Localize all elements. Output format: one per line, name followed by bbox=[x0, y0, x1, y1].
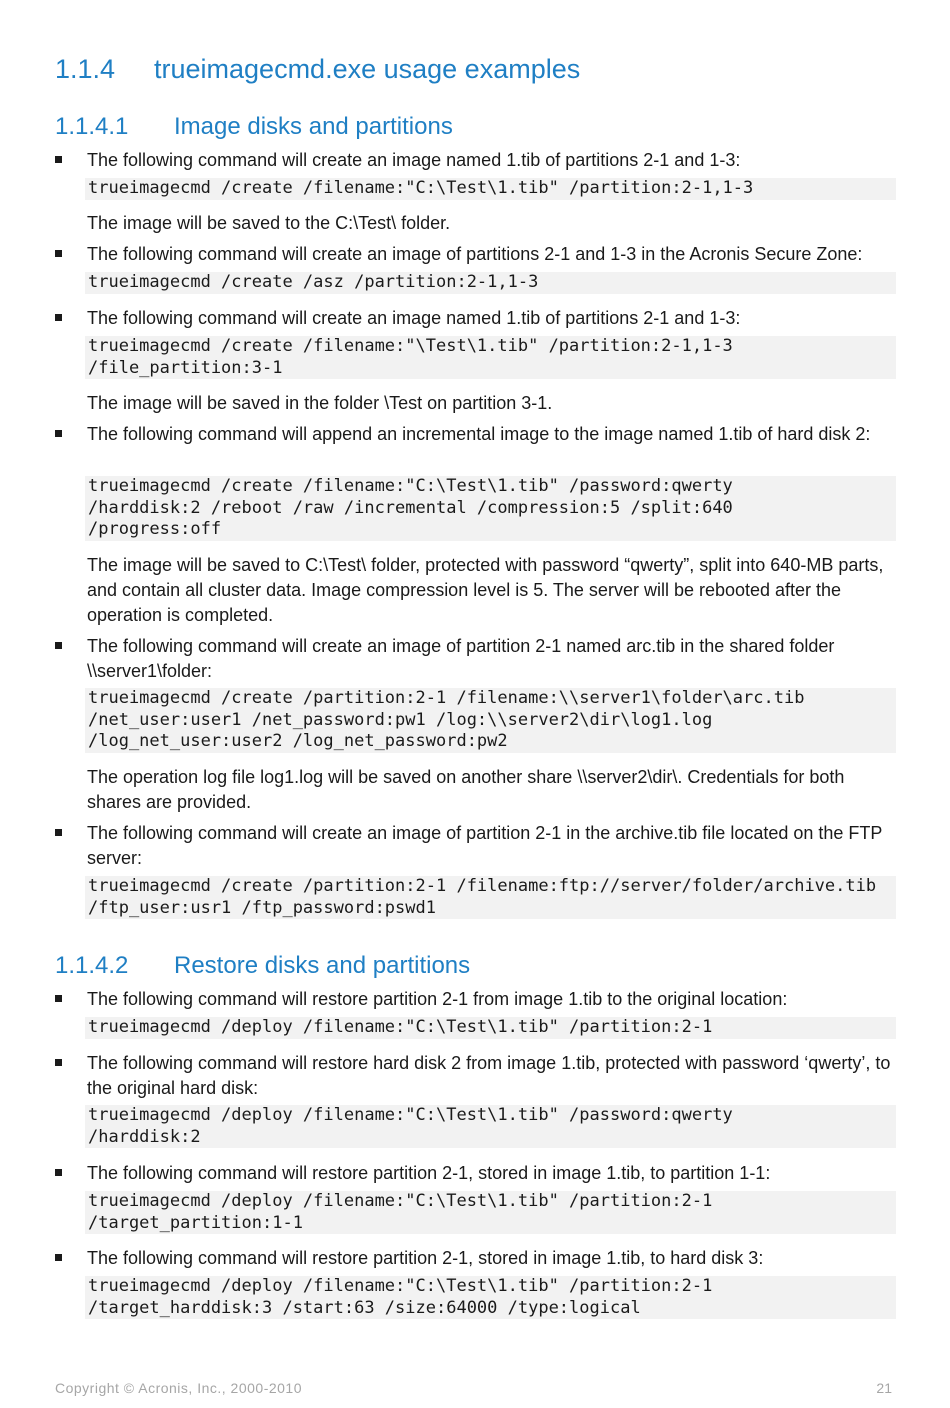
list-item bbox=[55, 242, 895, 267]
code-line: /log_net_user:user2 /log_net_password:pw2 bbox=[88, 731, 508, 751]
page-number: 21 bbox=[876, 1380, 892, 1396]
item-text: The following command will create an image of partition 2-1 in the archive.tib file located on the FTP server: bbox=[87, 823, 883, 868]
bullet-icon bbox=[55, 1254, 62, 1261]
code-line: trueimagecmd /deploy /filename:"C:\Test\1.tib" /partition:2-1 bbox=[88, 1191, 713, 1211]
subsection-heading-image bbox=[55, 113, 453, 141]
subsection-title: Restore disks and partitions bbox=[174, 952, 471, 979]
code-block bbox=[85, 876, 896, 919]
list-item bbox=[55, 821, 895, 871]
subsection-number: 1.1.4.2 bbox=[55, 952, 129, 979]
item-text: The following command will restore partition 2-1, stored in image 1.tib, to partition 1-1: bbox=[87, 1163, 771, 1183]
bullet-icon bbox=[55, 156, 62, 163]
bullet-icon bbox=[55, 829, 62, 836]
list-item bbox=[55, 1246, 895, 1271]
item-note: The operation log file log1.log will be saved on another share \\server2\dir\. Credentials for both shares are provided. bbox=[87, 767, 845, 812]
code-line: /harddisk:2 /reboot /raw /incremental /compression:5 /split:640 bbox=[88, 497, 733, 518]
item-text: The following command will create an image named 1.tib of partitions 2-1 and 1-3: bbox=[87, 150, 741, 170]
bullet-icon bbox=[55, 642, 62, 649]
list-item bbox=[55, 422, 895, 447]
code-line: trueimagecmd /create /partition:2-1 /filename:\\server1\folder\arc.tib bbox=[88, 688, 805, 708]
code-block bbox=[85, 688, 896, 753]
code-line: /net_user:user1 /net_password:pw1 /log:\\server2\dir\log1.log bbox=[88, 709, 713, 730]
item-text: The following command will restore hard disk 2 from image 1.tib, protected with password ‘qwerty’, to the original hard disk: bbox=[87, 1053, 891, 1098]
code-line: /file_partition:3-1 bbox=[88, 357, 283, 378]
code-line: /progress:off bbox=[88, 519, 222, 539]
item-text: The following command will create an image named 1.tib of partitions 2-1 and 1-3: bbox=[87, 308, 741, 328]
list-item bbox=[55, 306, 895, 331]
item-note: The image will be saved to the C:\Test\ folder. bbox=[87, 213, 451, 233]
code-line: /ftp_user:usr1 /ftp_password:pswd1 bbox=[88, 897, 436, 918]
list-item bbox=[55, 634, 895, 684]
bullet-icon bbox=[55, 250, 62, 257]
code-block bbox=[85, 1105, 896, 1148]
item-text: The following command will append an incremental image to the image named 1.tib of hard disk 2: bbox=[87, 424, 871, 444]
section-title: trueimagecmd.exe usage examples bbox=[154, 54, 581, 84]
code-block bbox=[85, 1191, 896, 1234]
bullet-icon bbox=[55, 1059, 62, 1066]
footer-copyright: Copyright © Acronis, Inc., 2000-2010 bbox=[55, 1380, 302, 1396]
code-block bbox=[85, 336, 896, 379]
item-note: The image will be saved in the folder \Test on partition 3-1. bbox=[87, 393, 553, 413]
bullet-icon bbox=[55, 314, 62, 321]
section-number: 1.1.4 bbox=[55, 54, 116, 84]
item-text: The following command will restore partition 2-1, stored in image 1.tib, to hard disk 3: bbox=[87, 1248, 764, 1268]
list-item bbox=[55, 1051, 895, 1101]
code-line: trueimagecmd /create /partition:2-1 /filename:ftp://server/folder/archive.tib bbox=[88, 876, 877, 896]
code-block bbox=[85, 178, 896, 200]
code-line: trueimagecmd /deploy /filename:"C:\Test\1.tib" /partition:2-1 bbox=[88, 1017, 713, 1037]
code-line: /target_harddisk:3 /start:63 /size:64000 /type:logical bbox=[88, 1297, 641, 1318]
code-line: trueimagecmd /create /asz /partition:2-1,1-3 bbox=[88, 272, 539, 292]
list-item bbox=[55, 987, 895, 1012]
bullet-icon bbox=[55, 430, 62, 437]
code-block bbox=[85, 1017, 896, 1039]
subsection-number: 1.1.4.1 bbox=[55, 113, 129, 140]
section-heading bbox=[55, 54, 580, 85]
code-line: trueimagecmd /deploy /filename:"C:\Test\1.tib" /partition:2-1 bbox=[88, 1276, 713, 1296]
list-item bbox=[55, 1161, 895, 1186]
item-text: The following command will create an image of partitions 2-1 and 1-3 in the Acronis Secure Zone: bbox=[87, 244, 863, 264]
code-line: trueimagecmd /create /filename:"\Test\1.tib" /partition:2-1,1-3 bbox=[88, 336, 733, 356]
code-block bbox=[85, 272, 896, 294]
bullet-icon bbox=[55, 1169, 62, 1176]
bullet-icon bbox=[55, 995, 62, 1002]
item-text: The following command will restore partition 2-1 from image 1.tib to the original location: bbox=[87, 989, 788, 1009]
subsection-title: Image disks and partitions bbox=[174, 113, 453, 140]
item-text: The following command will create an image of partition 2-1 named arc.tib in the shared folder \\server1\folder: bbox=[87, 636, 835, 681]
code-block bbox=[85, 476, 896, 541]
list-item bbox=[55, 148, 895, 173]
code-line: /target_partition:1-1 bbox=[88, 1212, 303, 1233]
item-note: The image will be saved to C:\Test\ folder, protected with password “qwerty”, split into 640-MB parts, and contain all cluster data. Image compression level is 5. The server will be rebooted after the operation is completed. bbox=[87, 555, 884, 625]
code-line: trueimagecmd /deploy /filename:"C:\Test\1.tib" /password:qwerty bbox=[88, 1105, 733, 1125]
subsection-heading-restore bbox=[55, 952, 470, 980]
code-block bbox=[85, 1276, 896, 1319]
code-line: trueimagecmd /create /filename:"C:\Test\1.tib" /partition:2-1,1-3 bbox=[88, 178, 754, 198]
code-line: /harddisk:2 bbox=[88, 1126, 201, 1147]
code-line: trueimagecmd /create /filename:"C:\Test\1.tib" /password:qwerty bbox=[88, 476, 733, 496]
